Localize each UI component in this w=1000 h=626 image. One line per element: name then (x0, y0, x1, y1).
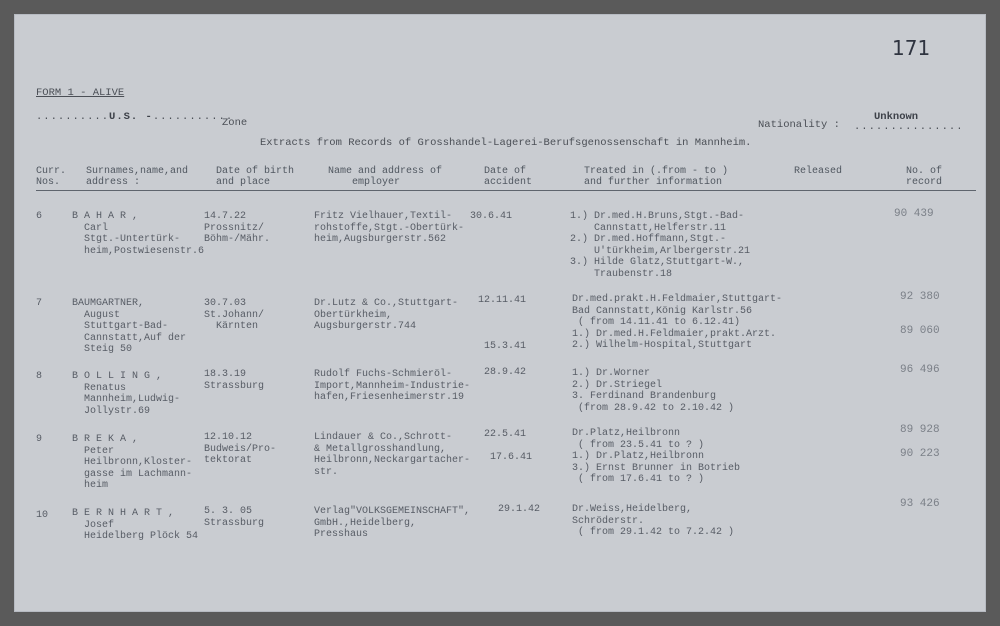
row-treated: 1.) Dr.Worner 2.) Dr.Striegel 3. Ferdinand Brandenburg (from 28.9.42 to 2.10.42 ) (572, 368, 735, 414)
row-employer: Dr.Lutz & Co.,Stuttgart- Obertürkheim, Augsburgerstr.744 (314, 298, 459, 332)
row-birth: 12.10.12 Budweis/Pro- tektorat (204, 432, 277, 466)
header-curr-nos: Curr. Nos. (36, 166, 67, 188)
row-treated: Dr.med.prakt.H.Feldmaier,Stuttgart- Bad Cannstatt,König Karlstr.56 ( from 14.11.41 to 6.12.41) 1.) Dr.med.H.Feldmaier,prakt.Arzt. 2.) Wilhelm-Hospital,Stuttgart (572, 294, 783, 351)
row-name: B E R N H A R T , Josef Heidelberg Plöck 54 (72, 508, 199, 542)
row-name: BAUMGARTNER, August Stuttgart-Bad- Cannstatt,Auf der Steig 50 (72, 298, 187, 355)
zone-field (36, 111, 233, 123)
row-employer: Lindauer & Co.,Schrott- & Metallgrosshandlung, Heilbronn,Neckargartacher- str. (314, 432, 471, 478)
row-birth: 14.7.22 Prossnitz/ Böhm-/Mähr. (204, 211, 271, 245)
zone-dots-left: .......... (36, 111, 110, 123)
header-accident: Date of accident (484, 166, 533, 188)
row-birth: 18.3.19 Strassburg (204, 369, 265, 392)
header-rule (36, 190, 976, 191)
nationality-dots: ............... (854, 121, 964, 133)
header-record: No. of record (906, 166, 943, 188)
nationality-value: Unknown (874, 111, 919, 123)
row-employer: Rudolf Fuchs-Schmieröl- Import,Mannheim-Industrie- hafen,Friesenheimerstr.19 (314, 369, 471, 403)
page-number: 171 (892, 36, 931, 60)
row-record-2: 89 060 (900, 325, 940, 337)
row-number: 6 (36, 211, 43, 222)
row-treated: 1.) Dr.med.H.Bruns,Stgt.-Bad- Cannstatt,Helferstr.11 2.) Dr.med.Hoffmann,Stgt.- U'türkheim,Arlbergerstr.21 3.) Hilde Glatz,Stuttgart-W., Traubenstr.18 (570, 211, 751, 280)
zone-dots-right: ........... (152, 111, 234, 123)
header-employer: Name and address of employer (328, 166, 443, 188)
row-record: 89 928 (900, 424, 940, 436)
document-title: Extracts from Records of Grosshandel-Lagerei-Berufsgenossenschaft in Mannheim. (260, 137, 752, 149)
document-page (14, 14, 986, 612)
header-birth: Date of birth and place (216, 166, 295, 188)
row-accident: 30.6.41 (470, 211, 513, 222)
row-accident: 28.9.42 (484, 367, 527, 378)
row-record: 93 426 (900, 498, 940, 510)
row-treated: Dr.Weiss,Heidelberg, Schröderstr. ( from 29.1.42 to 7.2.42 ) (572, 504, 735, 538)
row-employer: Verlag"VOLKSGEMEINSCHAFT", GmbH.,Heidelberg, Presshaus (314, 506, 471, 540)
row-record: 92 380 (900, 291, 940, 303)
row-treated: Dr.Platz,Heilbronn ( from 23.5.41 to ? ) 1.) Dr.Platz,Heilbronn 3.) Ernst Brunner in Botrieb ( from 17.6.41 to ? ) (572, 428, 741, 485)
row-accident: 12.11.41 15.3.41 (478, 295, 527, 352)
row-employer: Fritz Vielhauer,Textil- rohstoffe,Stgt.-Obertürk- heim,Augsburgerstr.562 (314, 211, 465, 245)
nationality-label: Nationality : (758, 119, 840, 131)
row-name: B R E K A , Peter Heilbronn,Kloster- gasse im Lachmann- heim (72, 434, 193, 491)
row-record: 96 496 (900, 364, 940, 376)
row-number: 10 (36, 510, 49, 521)
row-number: 9 (36, 434, 43, 445)
row-number: 8 (36, 371, 43, 382)
header-treated: Treated in (.from - to ) and further information (584, 166, 729, 188)
zone-label: Zone (222, 117, 248, 129)
header-released: Released (794, 166, 843, 177)
row-name: B O L L I N G , Renatus Mannheim,Ludwig- Jollystr.69 (72, 371, 181, 417)
row-accident: 29.1.42 (498, 504, 541, 515)
row-birth: 30.7.03 St.Johann/ Kärnten (204, 298, 265, 332)
row-record-2: 90 223 (900, 448, 940, 460)
row-record: 90 439 (894, 208, 934, 220)
row-accident: 22.5.41 17.6.41 (484, 429, 533, 463)
form-label: FORM 1 - ALIVE (36, 87, 125, 99)
row-number: 7 (36, 298, 43, 309)
header-surname: Surnames,name,and address : (86, 166, 189, 188)
row-birth: 5. 3. 05 Strassburg (204, 506, 265, 529)
row-name: B A H A R , Carl Stgt.-Untertürk- heim,Postwiesenstr.6 (72, 211, 205, 257)
zone-value: U.S. - (109, 111, 153, 123)
